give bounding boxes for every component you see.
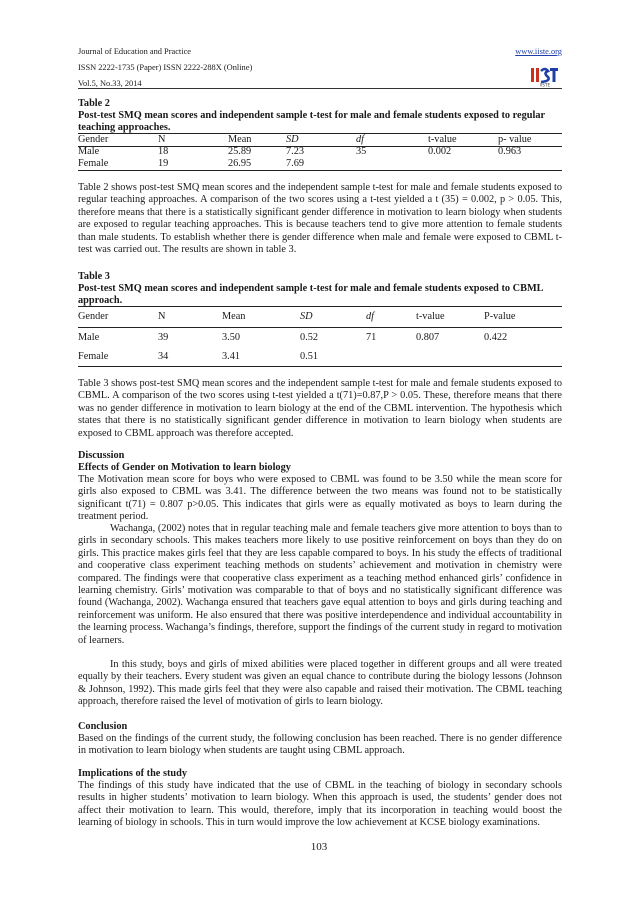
table-cell: 7.23	[286, 146, 305, 157]
table-cell: 39	[158, 332, 169, 343]
page-number: 103	[310, 841, 328, 853]
table-cell: 0.51	[300, 351, 319, 362]
table3-col-mean: Mean	[222, 311, 246, 322]
table3-label: Table 3	[78, 271, 110, 282]
discussion-paragraph-2: Wachanga, (2002) notes that in regular teaching male and female teachers give more attention to boys than to girls in secondary schools. This makes teachers more likely to use positive reinforcement on boys than they do on girls. This practice makes girls feel that they are less capable compared to boys. In his study the effects of traditional and cooperative class experiment teaching methods on students’ achievement and motivation in chemistry were compared. The findings were that cooperative class experiment as a teaching method enhanced girls’ confidence in learning chemistry. Girls’ motivation was comparable to that of boys and no statistically significant difference was found (Wachanga, 2002). Wachanga ensured that teachers gave equal attention to boys and girls during teaching and reinforcement was uniform. He also ensured that there was positive interdependence and individual accountability in the learning process. Wachanga’s findings, therefore, support the findings of the current study in regard to motivation of learners.	[78, 523, 562, 646]
table3-title: Post-test SMQ mean scores and independent sample t-test for male and female students exposed to CBML approach.	[78, 283, 543, 307]
table3-header-row	[78, 307, 562, 326]
table2-header-row	[78, 134, 562, 146]
table-cell: 0.807	[416, 332, 440, 343]
implications-heading: Implications of the study	[78, 768, 187, 779]
table-row	[78, 347, 562, 366]
table-cell: 34	[158, 351, 169, 362]
table3-col-sd: SD	[300, 311, 313, 322]
table-cell: 3.50	[222, 332, 241, 343]
table2-col-mean: Mean	[228, 134, 252, 145]
table2-col-p-value: p- value	[498, 134, 532, 145]
table3	[78, 307, 562, 326]
issn-line: ISSN 2222-1735 (Paper) ISSN 2222-288X (Online)	[78, 63, 253, 72]
page-header	[78, 44, 562, 88]
table2-title: Post-test SMQ mean scores and independent sample t-test for male and female students exposed to regular teaching approaches.	[78, 110, 545, 134]
table3-col-n: N	[158, 311, 166, 322]
table-cell: 25.89	[228, 146, 252, 157]
table-cell: Female	[78, 157, 109, 169]
table-row	[78, 328, 562, 347]
table-cell: 18	[158, 146, 169, 157]
volume-line: Vol.5, No.33, 2014	[78, 79, 142, 88]
table-row	[78, 158, 562, 170]
table-cell: 0.002	[428, 146, 452, 157]
logo-text: IISTE	[539, 82, 551, 87]
table-cell: 19	[158, 157, 169, 169]
discussion-paragraph-1: The Motivation mean score for boys who were exposed to CBML was found to be 3.50 while the mean score for girls also exposed to CBML was 3.41. The difference between the two means was found not to be statistically significant t(71) = 0.807 p>0.05. This indicates that girls were as equally motivated as boys to learn during the treatment period.	[78, 474, 562, 523]
conclusion-heading: Conclusion	[78, 721, 128, 732]
table3-col-df: df	[366, 311, 375, 322]
table3-col-t-value: t-value	[416, 311, 445, 322]
table2-col-t-value: t-value	[428, 134, 457, 145]
table-cell: 35	[356, 146, 367, 157]
table2-bottom-rule	[78, 170, 562, 171]
conclusion-paragraph: Based on the findings of the current study, the following conclusion has been reached. There is no gender difference in motivation to learn biology when students are taught using CBML approach.	[78, 733, 562, 757]
header-rule	[78, 88, 562, 89]
table-cell: 0.422	[484, 332, 508, 343]
table-cell: 0.963	[498, 146, 522, 157]
table2-col-n: N	[158, 134, 166, 145]
table-cell: 26.95	[228, 157, 252, 169]
table-cell: 0.52	[300, 332, 319, 343]
table-cell: 7.69	[286, 157, 305, 169]
table2	[78, 134, 562, 146]
table2-label: Table 2	[78, 98, 110, 109]
table-row	[78, 146, 562, 158]
table-cell: Female	[78, 351, 109, 362]
table2-body	[78, 146, 562, 169]
discussion-paragraph-3: In this study, boys and girls of mixed abilities were placed together in different groups and all were treated equally by their teachers. Every student was given an equal chance to contribute during the biology lessons (Johnson & Johnson, 1992). This made girls feel that they were also capable and raised their motivation. The CBML teaching approach, therefore raised the level of motivation of girls to learn biology.	[78, 659, 562, 708]
table-cell: 71	[366, 332, 377, 343]
discussion-heading: Discussion	[78, 450, 125, 461]
journal-name: Journal of Education and Practice	[78, 47, 192, 56]
table-cell: Male	[78, 146, 100, 157]
iiste-logo	[530, 65, 560, 87]
table3-col-gender: Gender	[78, 311, 109, 322]
discussion-subheading: Effects of Gender on Motivation to learn biology	[78, 462, 291, 473]
journal-url-link[interactable]: www.iiste.org	[515, 47, 562, 56]
table3-discussion-paragraph: Table 3 shows post-test SMQ mean scores and the independent sample t-test for male and female students exposed to CBML. A comparison of the two scores using t-test yielded a t(71)=0.87,P > 0.05. These, therefore means that there was no gender difference in motivation to learn biology at the end of the CBML intervention. The hypothesis which states that there is no statistically significant gender difference in motivation to learn biology when students are exposed to CBML approach was therefore accepted.	[78, 378, 562, 439]
table3-bottom-rule	[78, 366, 562, 367]
implications-paragraph: The findings of this study have indicated that the use of CBML in the teaching of biology in secondary schools results in higher students’ motivation to learn biology. When this approach is used, the students’ gender does not affect their motivation to learn. This would, therefore, imply that its incorporation in teaching would boost the learning of biology in schools. This in turn would improve the low achievement at KCSE biology examinations.	[78, 780, 562, 829]
table-cell: 3.41	[222, 351, 241, 362]
table-cell: Male	[78, 332, 100, 343]
header-info	[78, 44, 252, 92]
table2-col-gender: Gender	[78, 134, 109, 145]
table2-col-sd: SD	[286, 134, 299, 145]
table2-discussion-paragraph: Table 2 shows post-test SMQ mean scores and the independent sample t-test for male and female students exposed to regular teaching approaches. A comparison of the two scores using a t-test yielded a t (35) = 0.002, p > 0.05. This, therefore means that there is a statistically significant gender difference in motivation to learn biology when students are exposed to regular teaching approaches. This is because teachers tend to give more attention to female students than male students. To establish whether there is gender difference when male and female were exposed to CBML t-test was carried out. The results are shown in table 3.	[78, 182, 562, 256]
table3-col-p-value: P-value	[484, 311, 516, 322]
table3-body	[78, 328, 562, 366]
table2-col-df: df	[356, 134, 365, 145]
